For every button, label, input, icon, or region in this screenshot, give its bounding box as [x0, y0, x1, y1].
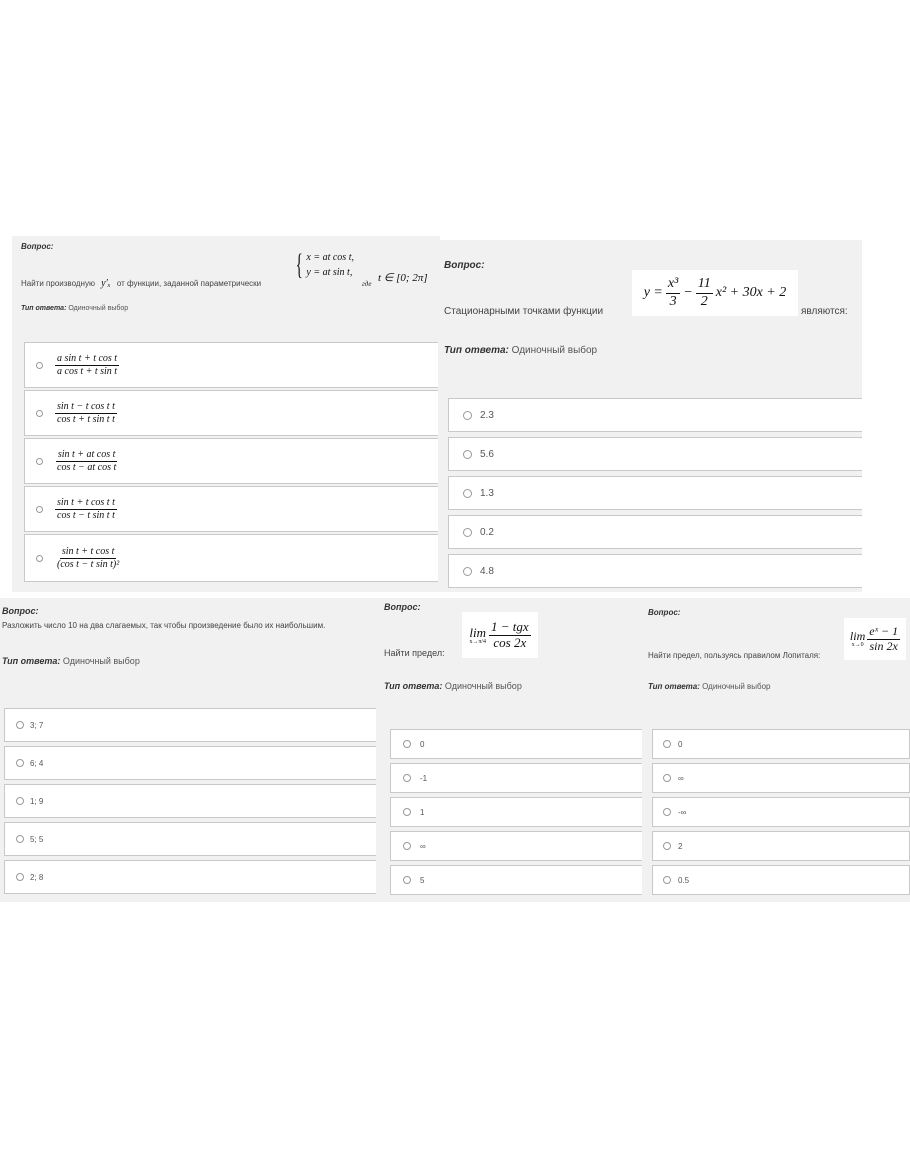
answer-type [648, 682, 771, 691]
answer-type [21, 305, 128, 312]
question-panel-derivative [12, 236, 440, 592]
question-label: Вопрос: [648, 608, 681, 617]
radio-button[interactable] [463, 528, 472, 537]
derivative-symbol: y′ₓ [101, 278, 111, 289]
option-label: 5 [420, 875, 425, 885]
option-label: 0.2 [480, 526, 494, 538]
answer-type-label: Тип ответа: [444, 345, 509, 356]
answer-option-3[interactable] [4, 784, 376, 818]
option-formula [55, 353, 119, 377]
answer-option-4[interactable] [4, 822, 376, 856]
option-label: 1; 9 [30, 796, 44, 806]
option-label: 2; 8 [30, 872, 44, 882]
formula-rest: x² + 30x + 2 [715, 285, 787, 300]
radio-button[interactable] [663, 774, 671, 782]
option-label: 3; 7 [30, 720, 44, 730]
answer-type-value: Одиночный выбор [68, 305, 129, 312]
answer-type-label: Тип ответа: [21, 305, 67, 312]
option-label: 5.6 [480, 448, 494, 460]
radio-button[interactable] [463, 567, 472, 576]
option-formula [55, 449, 118, 473]
answer-type [444, 345, 597, 356]
radio-button[interactable] [403, 876, 411, 884]
formula-fraction-1 [666, 276, 680, 309]
answer-option-2[interactable] [448, 437, 862, 471]
formula-numerator: sin t + t cos t [61, 546, 115, 557]
answer-option-3[interactable] [652, 797, 910, 827]
limit-formula [844, 618, 906, 660]
answer-type-label: Тип ответа: [648, 682, 700, 691]
radio-button[interactable] [16, 721, 24, 729]
formula-numerator: a sin t + t cos t [57, 353, 118, 364]
radio-button[interactable] [463, 411, 472, 420]
answer-option-3[interactable] [390, 797, 644, 827]
option-label: 2.3 [480, 409, 494, 421]
formula-numerator: 11 [696, 276, 713, 293]
formula-denominator: cos t − t sin t t [57, 509, 115, 521]
system-equation-y: y = at sin t, [306, 267, 353, 278]
radio-button[interactable] [36, 555, 43, 562]
question-label: Вопрос: [21, 242, 54, 251]
question-label: Вопрос: [444, 260, 485, 271]
radio-button[interactable] [463, 489, 472, 498]
formula-denominator: cos t − at cos t [57, 461, 117, 473]
formula-denominator: 2 [700, 293, 708, 309]
radio-button[interactable] [16, 797, 24, 805]
parametric-system [292, 250, 354, 280]
answer-option-5[interactable] [24, 534, 440, 582]
question-text-before: Стационарными точками функции [444, 306, 604, 317]
radio-button[interactable] [663, 842, 671, 850]
limit-subscript: x→π/4 [469, 638, 487, 645]
answer-type [2, 656, 140, 666]
formula-numerator: sin t − t cos t t [57, 401, 115, 412]
answer-option-3[interactable] [24, 438, 440, 484]
option-label: 0.5 [678, 875, 690, 885]
answer-option-4[interactable] [390, 831, 644, 861]
interval: t ∈ [0; 2π] [378, 272, 428, 284]
formula-numerator: 1 − tgx [491, 618, 529, 634]
answer-type-value: Одиночный выбор [702, 682, 771, 691]
option-label: 0 [678, 739, 683, 749]
radio-button[interactable] [463, 450, 472, 459]
option-label: -∞ [678, 807, 687, 817]
formula-numerator: sin t + t cos t t [57, 497, 115, 508]
radio-button[interactable] [16, 835, 24, 843]
option-label: 1.3 [480, 487, 494, 499]
function-formula [632, 270, 798, 316]
question-text-before: Найти производную [21, 279, 95, 288]
answer-option-3[interactable] [448, 476, 862, 510]
radio-button[interactable] [403, 774, 411, 782]
answer-type-label: Тип ответа: [2, 656, 61, 666]
formula-denominator: a cos t + t sin t [57, 365, 118, 377]
formula-fraction-2 [696, 276, 713, 309]
limit-fraction [489, 620, 531, 651]
option-formula [55, 546, 121, 570]
answer-option-1[interactable] [448, 398, 862, 432]
limit-subscript: x→0 [851, 642, 864, 648]
radio-button[interactable] [16, 759, 24, 767]
system-brace: { [295, 248, 303, 281]
answer-option-4[interactable] [448, 515, 862, 549]
question-text: Разложить число 10 на два слагаемых, так чтобы произведение было их наибольшим. [2, 621, 326, 630]
formula-denominator: cos t + t sin t t [57, 413, 115, 425]
answer-option-5[interactable] [652, 865, 910, 895]
answer-type-label: Тип ответа: [384, 681, 443, 691]
option-label: 5; 5 [30, 834, 44, 844]
limit-symbol: lim [469, 624, 486, 640]
where-text: где [362, 280, 372, 288]
option-label: ∞ [420, 841, 426, 851]
formula-denominator: (cos t − t sin t)² [57, 558, 120, 570]
answer-option-1[interactable] [4, 708, 376, 742]
answer-option-4[interactable] [24, 486, 440, 532]
limit-fraction [867, 625, 900, 654]
question-text [21, 278, 261, 289]
formula-denominator: sin 2x [869, 638, 898, 653]
question-text-after: являются: [801, 306, 848, 317]
radio-button[interactable] [36, 458, 43, 465]
answer-option-1[interactable] [652, 729, 910, 759]
answer-option-4[interactable] [652, 831, 910, 861]
question-text-middle: от функции, заданной параметрически [116, 279, 262, 288]
question-text: Найти предел, пользуясь правилом Лопиталя: [648, 651, 821, 660]
radio-button[interactable] [663, 808, 671, 816]
answer-option-1[interactable] [24, 342, 440, 388]
option-label: 4.8 [480, 565, 494, 577]
limit-formula [462, 612, 538, 658]
limit-symbol: lim [849, 629, 866, 643]
answer-option-2[interactable] [24, 390, 440, 436]
answer-option-5[interactable] [4, 860, 376, 894]
radio-button[interactable] [403, 740, 411, 748]
option-label: 0 [420, 739, 425, 749]
question-panel-lhopital [642, 598, 910, 902]
formula-minus: − [683, 285, 693, 300]
answer-type-value: Одиночный выбор [444, 681, 522, 691]
answer-option-1[interactable] [390, 729, 644, 759]
option-label: ∞ [678, 773, 684, 783]
option-formula [55, 497, 117, 521]
radio-button[interactable] [36, 362, 43, 369]
radio-button[interactable] [663, 876, 671, 884]
system-equation-x: x = at cos t, [306, 252, 354, 263]
formula-numerator: sin t + at cos t [57, 449, 116, 460]
formula-lhs: y = [643, 285, 663, 300]
formula-numerator: x³ [666, 276, 680, 293]
option-formula [55, 401, 117, 425]
answer-type-value: Одиночный выбор [511, 345, 598, 356]
option-label: -1 [420, 773, 428, 783]
radio-button[interactable] [403, 808, 411, 816]
answer-option-2[interactable] [652, 763, 910, 793]
radio-button[interactable] [403, 842, 411, 850]
question-panel-split-number [0, 598, 376, 902]
formula-numerator: eˣ − 1 [869, 623, 899, 638]
question-label: Вопрос: [2, 606, 39, 616]
radio-button[interactable] [16, 873, 24, 881]
question-panel-limit [376, 598, 644, 902]
question-text: Найти предел: [384, 648, 445, 658]
formula-denominator: cos 2x [493, 634, 527, 650]
question-label: Вопрос: [384, 602, 421, 612]
option-label: 6; 4 [30, 758, 44, 768]
answer-option-2[interactable] [4, 746, 376, 780]
option-label: 1 [420, 807, 425, 817]
answer-type-value: Одиночный выбор [62, 656, 140, 666]
answer-type [384, 681, 522, 691]
answer-option-5[interactable] [448, 554, 862, 588]
option-label: 2 [678, 841, 683, 851]
question-panel-stationary-points [438, 240, 862, 592]
radio-button[interactable] [663, 740, 671, 748]
radio-button[interactable] [36, 410, 43, 417]
formula-denominator: 3 [669, 293, 677, 309]
radio-button[interactable] [36, 506, 43, 513]
answer-option-5[interactable] [390, 865, 644, 895]
answer-option-2[interactable] [390, 763, 644, 793]
